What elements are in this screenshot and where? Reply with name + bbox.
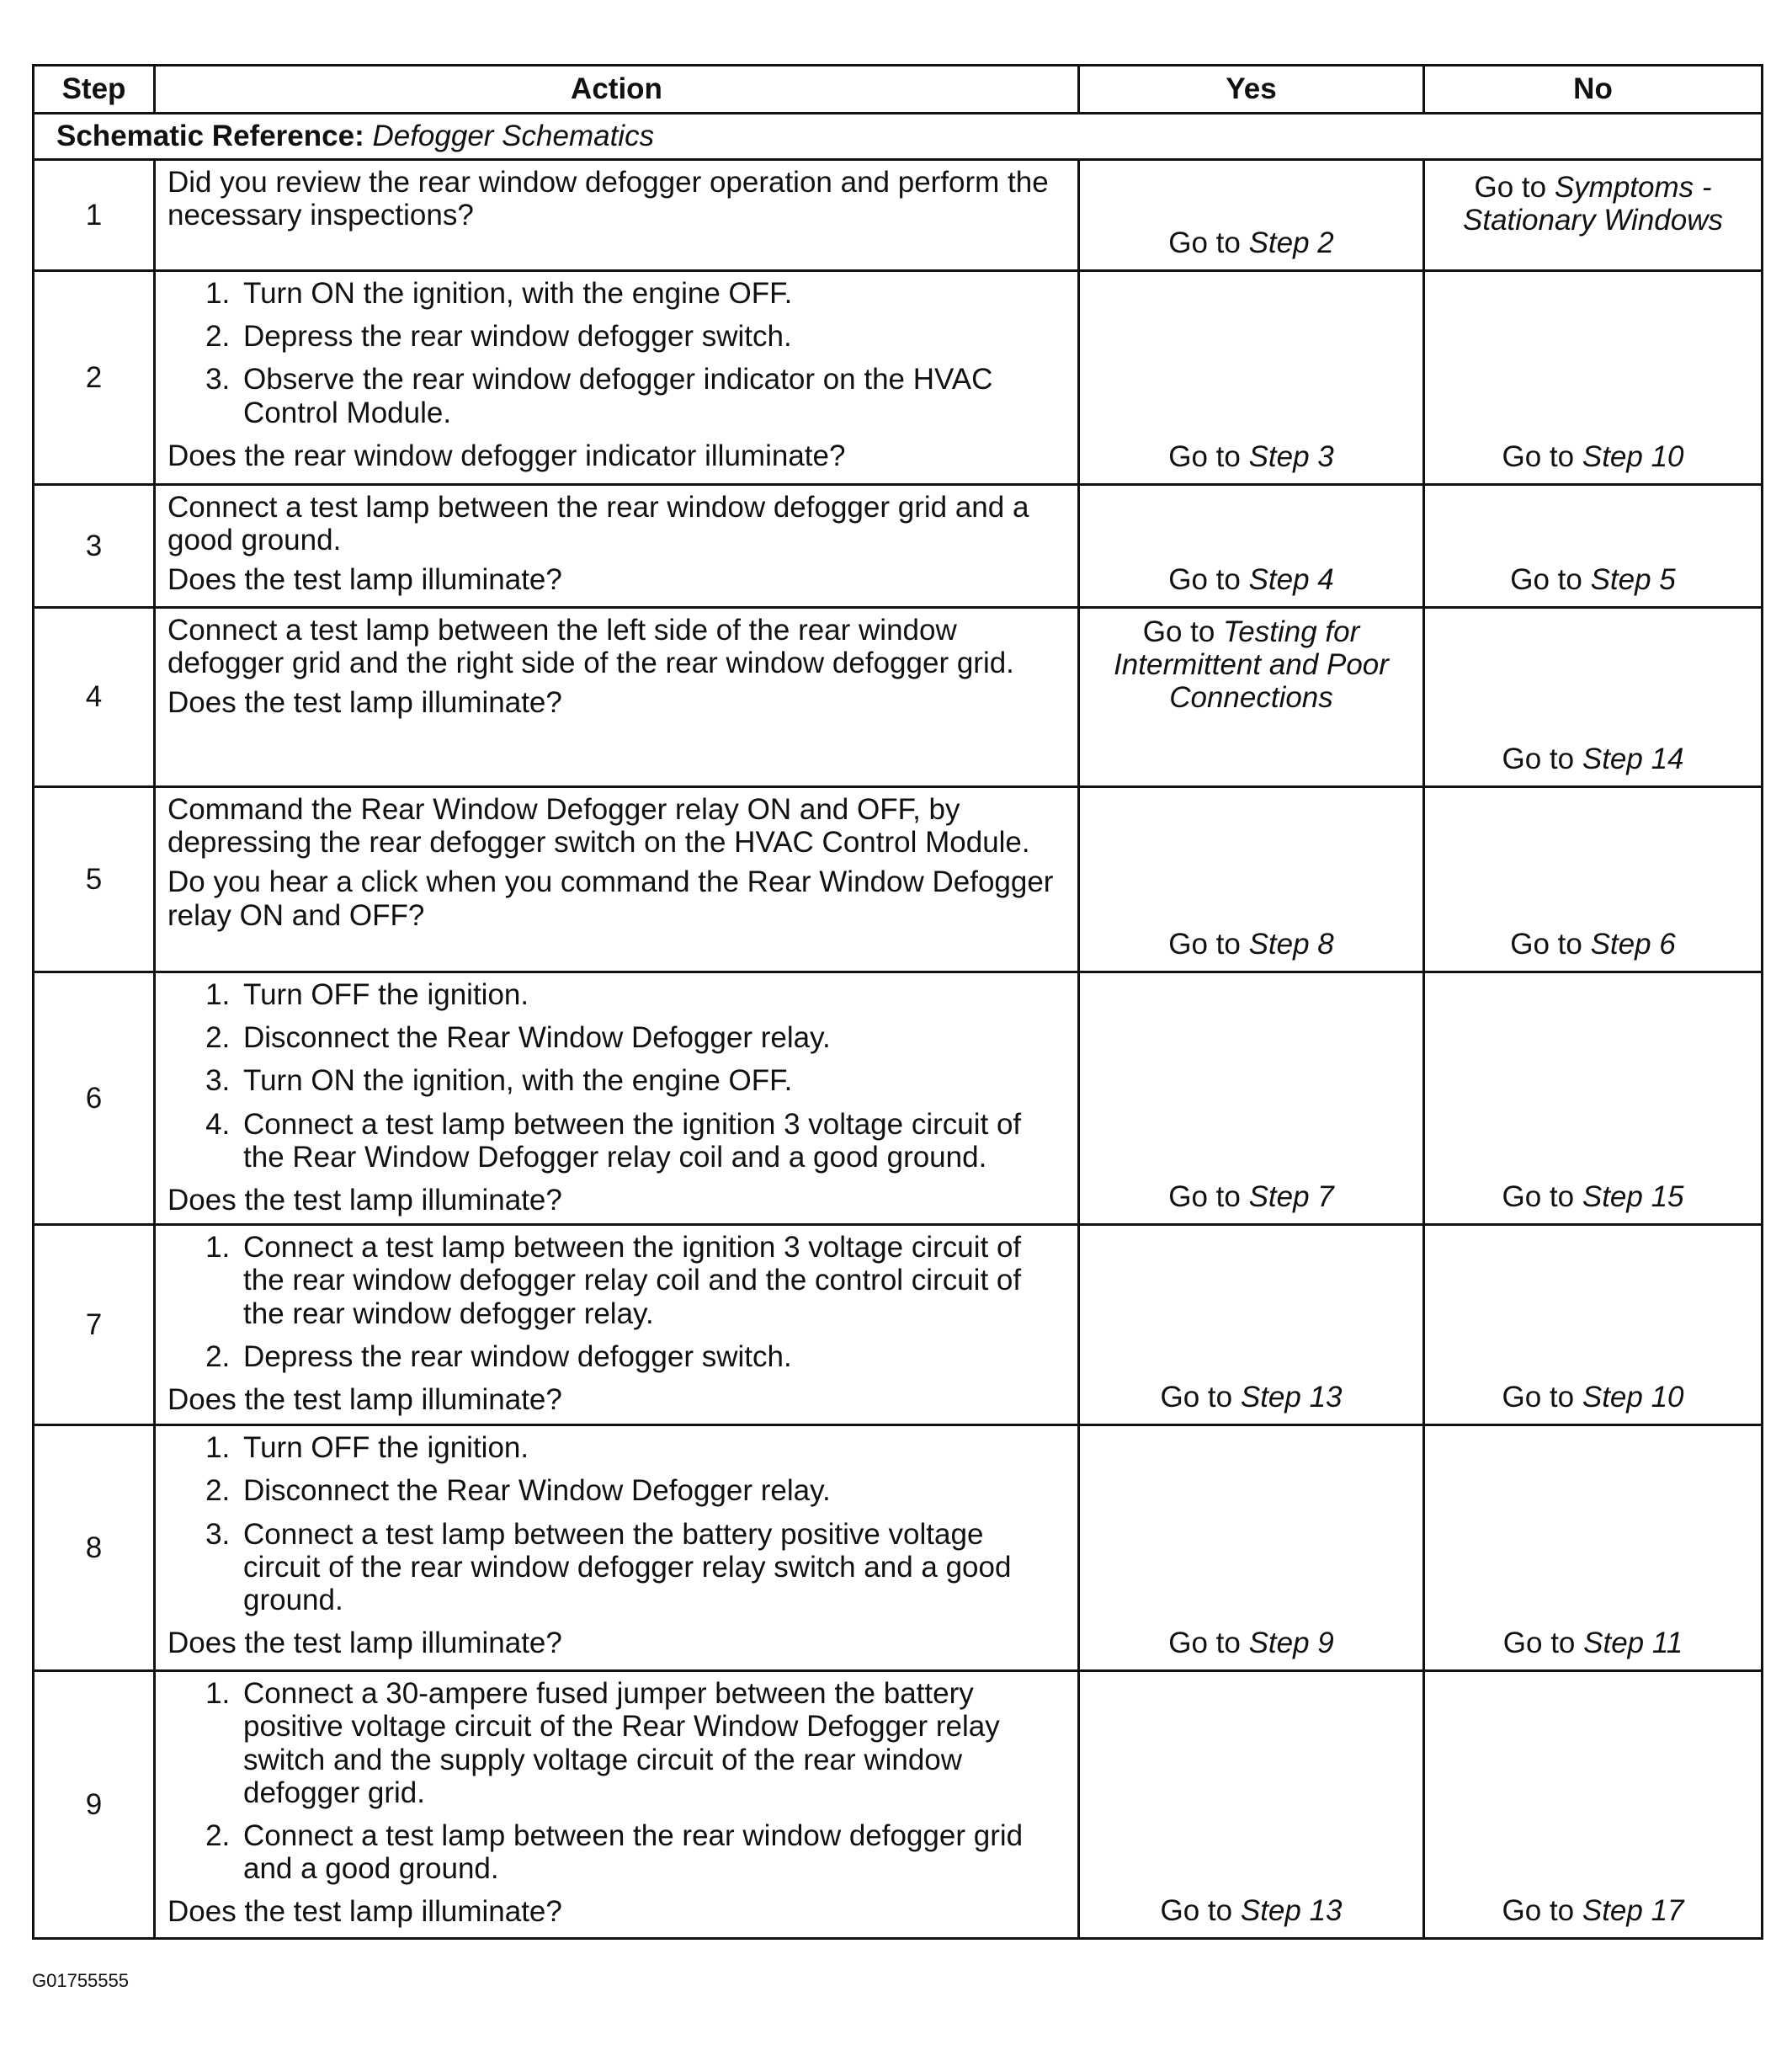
no-prefix: Go to [1474, 171, 1547, 204]
substep-item: 4. Connect a test lamp between the ignition 3 voltage circuit of the Rear Window Defogger relay coil and a good ground. [238, 1108, 1059, 1174]
action-cell [155, 271, 1079, 485]
no-target-link[interactable]: Step 11 [1583, 1626, 1683, 1659]
no-prefix: Go to [1502, 742, 1575, 775]
action-question: Does the test lamp illuminate? [168, 1627, 562, 1660]
no-target-link[interactable]: Step 5 [1590, 562, 1676, 596]
substep-item: 3. Observe the rear window defogger indicator on the HVAC Control Module. [238, 363, 1059, 429]
yes-cell [1079, 271, 1424, 485]
step-number: 2 [34, 271, 155, 485]
substep-item: 1. Turn ON the ignition, with the engine OFF. [238, 277, 1059, 310]
substep-item: 2. Depress the rear window defogger switch. [238, 320, 1059, 353]
no-prefix: Go to [1510, 562, 1582, 596]
action-question: Does the test lamp illuminate? [168, 686, 562, 720]
action-cell [155, 1671, 1079, 1939]
no-prefix: Go to [1502, 439, 1575, 473]
no-cell [1424, 1225, 1763, 1425]
yes-cell [1079, 1425, 1424, 1671]
substep-item: 2. Connect a test lamp between the rear window defogger grid and a good ground. [238, 1819, 1059, 1885]
no-cell [1424, 972, 1763, 1225]
yes-prefix: Go to [1160, 1893, 1233, 1927]
yes-target-link[interactable]: Step 2 [1248, 226, 1334, 259]
no-cell [1424, 1425, 1763, 1671]
no-target-link[interactable]: Symptoms - Stationary Windows [1463, 171, 1723, 237]
step-number: 7 [34, 1225, 155, 1425]
yes-cell [1079, 972, 1424, 1225]
yes-target-link[interactable]: Step 8 [1248, 927, 1334, 961]
no-target-link[interactable]: Step 15 [1582, 1179, 1684, 1213]
no-target-link[interactable]: Step 6 [1590, 927, 1676, 961]
substep-item: 3. Turn ON the ignition, with the engine OFF. [238, 1064, 1059, 1097]
no-cell [1424, 271, 1763, 485]
action-question: Does the test lamp illuminate? [168, 563, 562, 597]
yes-target-link[interactable]: Step 3 [1248, 439, 1334, 473]
yes-prefix: Go to [1142, 615, 1215, 648]
action-instruction: Connect a test lamp between the left side of the rear window defogger grid and the right side of the rear window defogger grid. [168, 614, 1014, 680]
no-cell [1424, 608, 1763, 787]
header-step: Step [34, 66, 155, 114]
action-cell [155, 1225, 1079, 1425]
substep-item: 2. Disconnect the Rear Window Defogger relay. [238, 1474, 1059, 1507]
substep-item: 1. Turn OFF the ignition. [238, 1431, 1059, 1464]
step-row [34, 160, 1763, 271]
step-row [34, 1225, 1763, 1425]
substep-list [168, 1677, 1059, 1885]
substep-item: 2. Depress the rear window defogger switch. [238, 1340, 1059, 1373]
action-cell [155, 160, 1079, 271]
step-number: 9 [34, 1671, 155, 1939]
no-prefix: Go to [1502, 1179, 1575, 1213]
schematic-reference-label: Schematic Reference: [56, 120, 364, 153]
step-row [34, 608, 1763, 787]
no-cell [1424, 1671, 1763, 1939]
action-question: Did you review the rear window defogger operation and perform the necessary inspections? [168, 166, 1049, 232]
header-row [34, 66, 1763, 114]
yes-prefix: Go to [1168, 927, 1241, 961]
action-question: Does the test lamp illuminate? [168, 1382, 562, 1416]
yes-cell [1079, 485, 1424, 608]
yes-target-link[interactable]: Step 7 [1248, 1179, 1334, 1213]
figure-code: G01755555 [32, 1970, 129, 1991]
yes-cell [1079, 160, 1424, 271]
step-number: 1 [34, 160, 155, 271]
action-cell [155, 485, 1079, 608]
yes-target-link[interactable]: Step 13 [1240, 1380, 1343, 1414]
step-number: 8 [34, 1425, 155, 1671]
substep-item: 3. Connect a test lamp between the battery positive voltage circuit of the rear window defogger relay switch and a good ground. [238, 1518, 1059, 1617]
action-question: Does the test lamp illuminate? [168, 1183, 562, 1217]
header-no: No [1424, 66, 1763, 114]
header-yes: Yes [1079, 66, 1424, 114]
schematic-reference-link[interactable]: Defogger Schematics [372, 120, 655, 153]
action-cell [155, 1425, 1079, 1671]
substep-item: 1. Connect a test lamp between the ignition 3 voltage circuit of the rear window defogger relay coil and the control circuit of the rear window defogger relay. [238, 1231, 1059, 1330]
no-prefix: Go to [1510, 927, 1582, 961]
yes-target-link[interactable]: Step 9 [1248, 1626, 1334, 1659]
action-cell [155, 787, 1079, 972]
step-row [34, 271, 1763, 485]
yes-target-link[interactable]: Step 13 [1240, 1893, 1343, 1927]
yes-target-link[interactable]: Testing for Intermittent and Poor Connections [1114, 615, 1389, 715]
yes-cell [1079, 1225, 1424, 1425]
no-prefix: Go to [1502, 1893, 1575, 1927]
yes-cell [1079, 1671, 1424, 1939]
step-number: 6 [34, 972, 155, 1225]
diagnostic-table [32, 64, 1763, 1940]
yes-cell [1079, 608, 1424, 787]
yes-prefix: Go to [1160, 1380, 1233, 1414]
no-cell [1424, 787, 1763, 972]
yes-prefix: Go to [1168, 562, 1241, 596]
action-question: Do you hear a click when you command the Rear Window Defogger relay ON and OFF? [168, 865, 1054, 932]
action-cell [155, 972, 1079, 1225]
action-question: Does the rear window defogger indicator illuminate? [168, 439, 846, 472]
no-prefix: Go to [1502, 1380, 1575, 1414]
yes-prefix: Go to [1168, 1626, 1241, 1659]
no-target-link[interactable]: Step 10 [1582, 439, 1684, 473]
step-row [34, 1671, 1763, 1939]
action-question: Does the test lamp illuminate? [168, 1895, 562, 1929]
substep-list [168, 277, 1059, 429]
step-row [34, 972, 1763, 1225]
step-number: 3 [34, 485, 155, 608]
action-instruction: Command the Rear Window Defogger relay ON and OFF, by depressing the rear defogger switch on the HVAC Control Module. [168, 793, 1030, 860]
no-cell [1424, 485, 1763, 608]
substep-list [168, 1231, 1059, 1373]
substep-item: 2. Disconnect the Rear Window Defogger relay. [238, 1021, 1059, 1054]
substep-list [168, 1431, 1059, 1616]
yes-target-link[interactable]: Step 4 [1248, 562, 1334, 596]
substep-item: 1. Turn OFF the ignition. [238, 978, 1059, 1011]
schematic-reference [34, 114, 1763, 160]
yes-prefix: Go to [1168, 226, 1241, 259]
action-instruction: Connect a test lamp between the rear window defogger grid and a good ground. [168, 491, 1029, 557]
substep-item: 1. Connect a 30-ampere fused jumper between the battery positive voltage circuit of the Rear Window Defogger relay switch and the supply voltage circuit of the rear window defogger grid. [238, 1677, 1059, 1809]
step-number: 4 [34, 608, 155, 787]
step-number: 5 [34, 787, 155, 972]
no-prefix: Go to [1502, 1626, 1576, 1659]
step-row [34, 787, 1763, 972]
yes-prefix: Go to [1168, 439, 1241, 473]
schematic-reference-row [34, 114, 1763, 160]
header-action: Action [155, 66, 1079, 114]
action-cell [155, 608, 1079, 787]
step-row [34, 1425, 1763, 1671]
substep-list [168, 978, 1059, 1174]
step-row [34, 485, 1763, 608]
no-target-link[interactable]: Step 17 [1582, 1893, 1684, 1927]
yes-cell [1079, 787, 1424, 972]
yes-prefix: Go to [1168, 1179, 1241, 1213]
no-target-link[interactable]: Step 14 [1582, 742, 1684, 775]
no-target-link[interactable]: Step 10 [1582, 1380, 1684, 1414]
no-cell [1424, 160, 1763, 271]
